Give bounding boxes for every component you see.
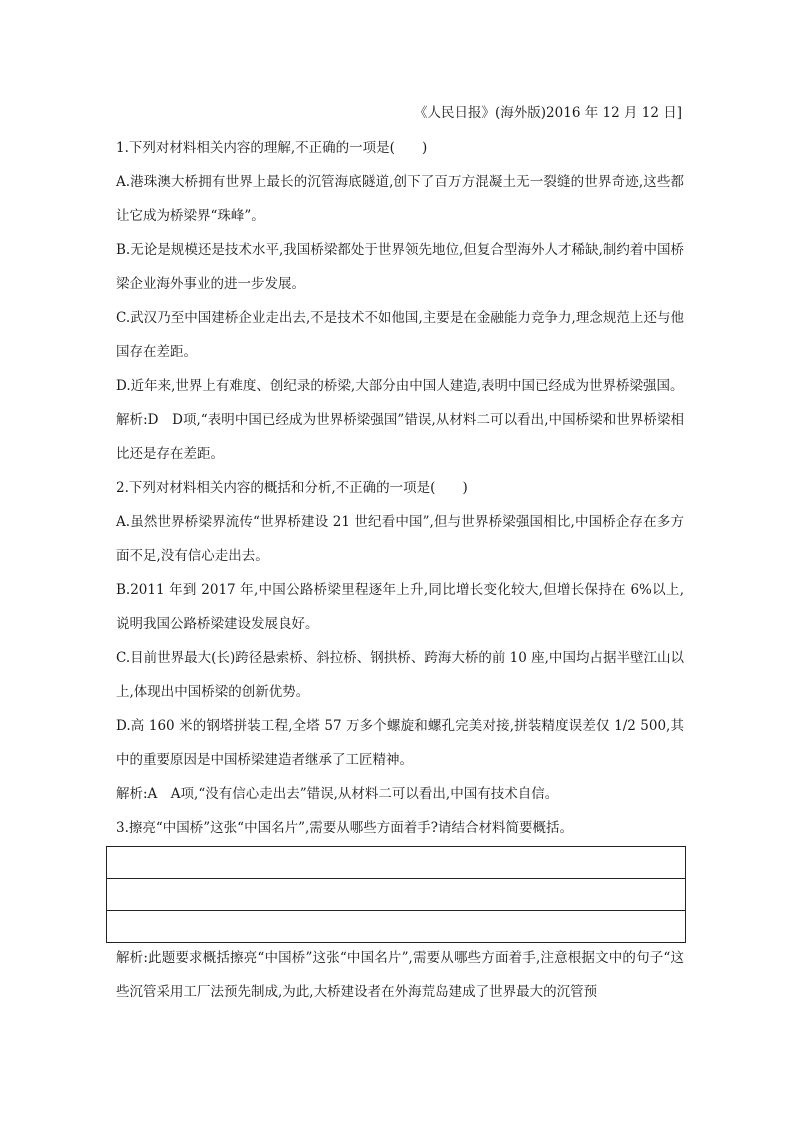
question-2-option-a: A.虽然世界桥梁界流传“世界桥建设 21 世纪看中国”,但与世界桥梁强国相比,中国桥企存在多方面不足,没有信心走出去。 (116, 514, 684, 564)
question-1-analysis: 解析:D D项,“表明中国已经成为世界桥梁强国”错误,从材料二可以看出,中国桥梁和世界桥梁相比还是存在差距。 (116, 412, 684, 462)
question-2-option-c: C.目前世界最大(长)跨径悬索桥、斜拉桥、钢拱桥、跨海大桥的前 10 座,中国均占据半壁江山以上,体现出中国桥梁的创新优势。 (116, 650, 684, 700)
question-2-option-d: D.高 160 米的钢塔拼装工程,全塔 57 万多个螺旋和螺孔完美对接,拼装精度误差仅 1/2 500,其中的重要原因是中国桥梁建造者继承了工匠精神。 (116, 718, 684, 768)
question-1-option-b: B.无论是规模还是技术水平,我国桥梁都处于世界领先地位,但复合型海外人才稀缺,制约着中国桥梁企业海外事业的进一步发展。 (116, 242, 684, 292)
question-1-option-a: A.港珠澳大桥拥有世界上最长的沉管海底隧道,创下了百万方混凝土无一裂缝的世界奇迹,这些都让它成为桥梁界“珠峰”。 (116, 174, 684, 224)
answer-line[interactable] (107, 847, 685, 879)
question-2-option-b: B.2011 年到 2017 年,中国公路桥梁里程逐年上升,同比增长变化较大,但增长保持在 6%以上,说明我国公路桥梁建设发展良好。 (116, 582, 684, 632)
source-citation: 《人民日报》(海外版)2016 年 12 月 12 日] (414, 105, 682, 121)
answer-line[interactable] (107, 911, 685, 942)
question-3-analysis: 解析:此题要求概括擦亮“中国桥”这张“中国名片”,需要从哪些方面着手,注意根据文中的句子“这些沉管采用工厂法预先制成,为此,大桥建设者在外海荒岛建成了世界最大的沉管预 (116, 950, 684, 1000)
question-1-option-d: D.近年来,世界上有难度、创纪录的桥梁,大部分由中国人建造,表明中国已经成为世界桥梁强国。 (116, 378, 684, 394)
answer-line[interactable] (107, 879, 685, 911)
question-2-stem: 2.下列对材料相关内容的概括和分析,不正确的一项是( ) (116, 480, 468, 496)
question-1-stem: 1.下列对材料相关内容的理解,不正确的一项是( ) (116, 140, 428, 156)
answer-box[interactable] (106, 846, 686, 943)
question-1-option-c: C.武汉乃至中国建桥企业走出去,不是技术不如他国,主要是在金融能力竞争力,理念规范上还与他国存在差距。 (116, 310, 684, 360)
question-3-analysis-block (116, 941, 684, 1009)
question-2-analysis: 解析:A A项,“没有信心走出去”错误,从材料二可以看出,中国有技术自信。 (116, 786, 559, 802)
question-3-stem: 3.擦亮“中国桥”这张“中国名片”,需要从哪些方面着手?请结合材料简要概括。 (116, 820, 574, 836)
question-list (116, 131, 684, 845)
